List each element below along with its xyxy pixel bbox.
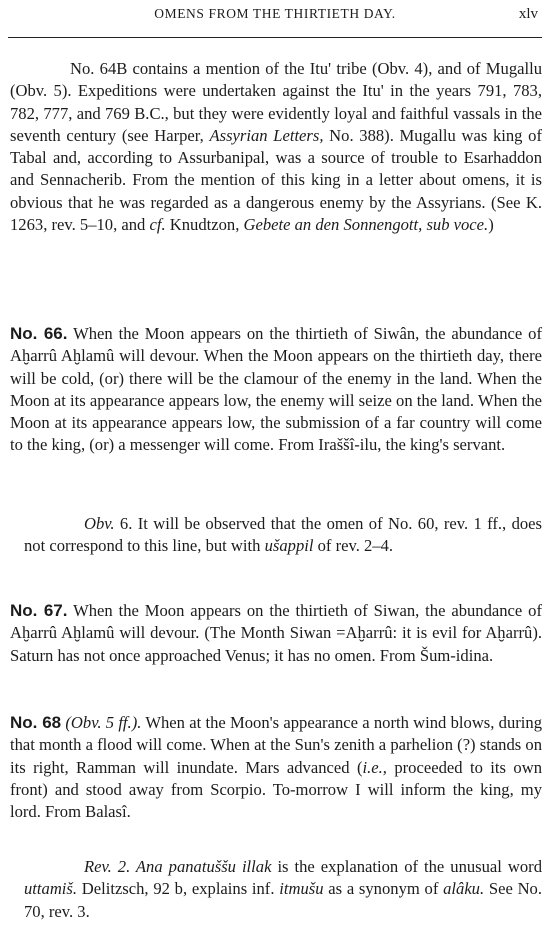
paragraph-no-64b	[10, 58, 542, 236]
text-run: When the Moon appears on the thirtieth of Siwan, the abundance of Aḫarrû Aḫlamû will devour. (The Month Siwan =Aḫarrû: it is evil for Aḫarrû). Saturn has not once approached Venus; it has no omen. From Šum-idina.	[10, 601, 542, 665]
running-head	[8, 6, 542, 26]
akkadian-phrase: Rev. 2. Ana panatuššu illak	[84, 857, 272, 876]
akkadian-term: itmušu	[279, 879, 324, 899]
text-run: )	[488, 215, 494, 235]
text-run: 6. It will be observed that the omen of No. 60, rev. 1 ff., does not correspond to this line, but with	[24, 514, 542, 556]
text-run: proceeded to its own front) and stood away from Scorpio. To-morrow I will inform the king, my lord. From Balasî.	[10, 757, 542, 822]
entry-number: No. 67.	[10, 601, 68, 620]
akkadian-term: alâku.	[443, 879, 485, 899]
book-title: Assyrian Letters,	[209, 125, 324, 145]
page-number: xlv	[518, 6, 538, 22]
book-title: Gebete an den Sonnengott, sub voce.	[243, 215, 489, 235]
paragraph-no-66	[10, 323, 542, 457]
header-rule	[8, 37, 542, 38]
text-run: as a synonym of	[323, 879, 444, 899]
note-no-66	[24, 513, 542, 558]
entry-number: No. 68	[10, 713, 62, 732]
abbreviation: i.e.,	[362, 757, 387, 777]
note-no-68	[24, 856, 542, 923]
cf-abbreviation: cf.	[149, 215, 166, 235]
running-head-title: OMENS FROM THE THIRTIETH DAY.	[154, 6, 396, 21]
paragraph-no-67	[10, 600, 542, 667]
text-run: No. 64B contains a mention of the Itu' tribe (Obv. 4), and of Mugallu (Obv. 5). Expeditions were undertaken against the Itu' in the years 791, 783, 782, 777, and 769 B.C., but they were evidently loyal and faithful vassals in the seventh century (see Harper,	[10, 59, 542, 145]
entry-number: No. 66.	[10, 324, 68, 343]
obverse-label: Obv.	[84, 514, 115, 533]
entry-reference: (Obv. 5 ff.).	[61, 713, 142, 732]
text-run: of rev. 2–4.	[313, 536, 394, 556]
text-run: See No. 70, rev. 3.	[24, 879, 543, 921]
akkadian-term: ušappil	[264, 536, 314, 556]
text-run: When the Moon appears on the thirtieth of Siwân, the abundance of Aḫarrû Aḫlamû will devour. When the Moon appears on the thirtieth day, there will be cold, (or) there will be the clamour of the enemy in the land. When the Moon at its appearance appears low, the enemy will seize on the land. When the Moon at its appearance appears low, the submission of a far country will come to the king, (or) a messenger will come. From Iraššî-ilu, the king's servant.	[10, 324, 542, 455]
text-run: Delitzsch, 92 b, explains inf.	[77, 879, 280, 899]
akkadian-term: uttamiš.	[24, 879, 78, 899]
text-run: Knudtzon,	[165, 215, 244, 235]
paragraph-no-68	[10, 712, 542, 823]
text-run: is the explanation of the unusual word	[271, 857, 542, 876]
text-run: No. 388). Mugallu was king of Tabal and, according to Assurbanipal, was a source of trouble to Esarhaddon and Sennacherib. From the mention of this king in a letter about omens, it is obvious that he was regarded as a dangerous enemy by the Assyrians. (See K. 1263, rev. 5–10, and	[10, 125, 542, 235]
text-run: When at the Moon's appearance a north wind blows, during that month a flood will come. When at the Sun's zenith a parhelion (?) stands on its right, Ramman will inundate. Mars advanced (	[10, 713, 542, 777]
